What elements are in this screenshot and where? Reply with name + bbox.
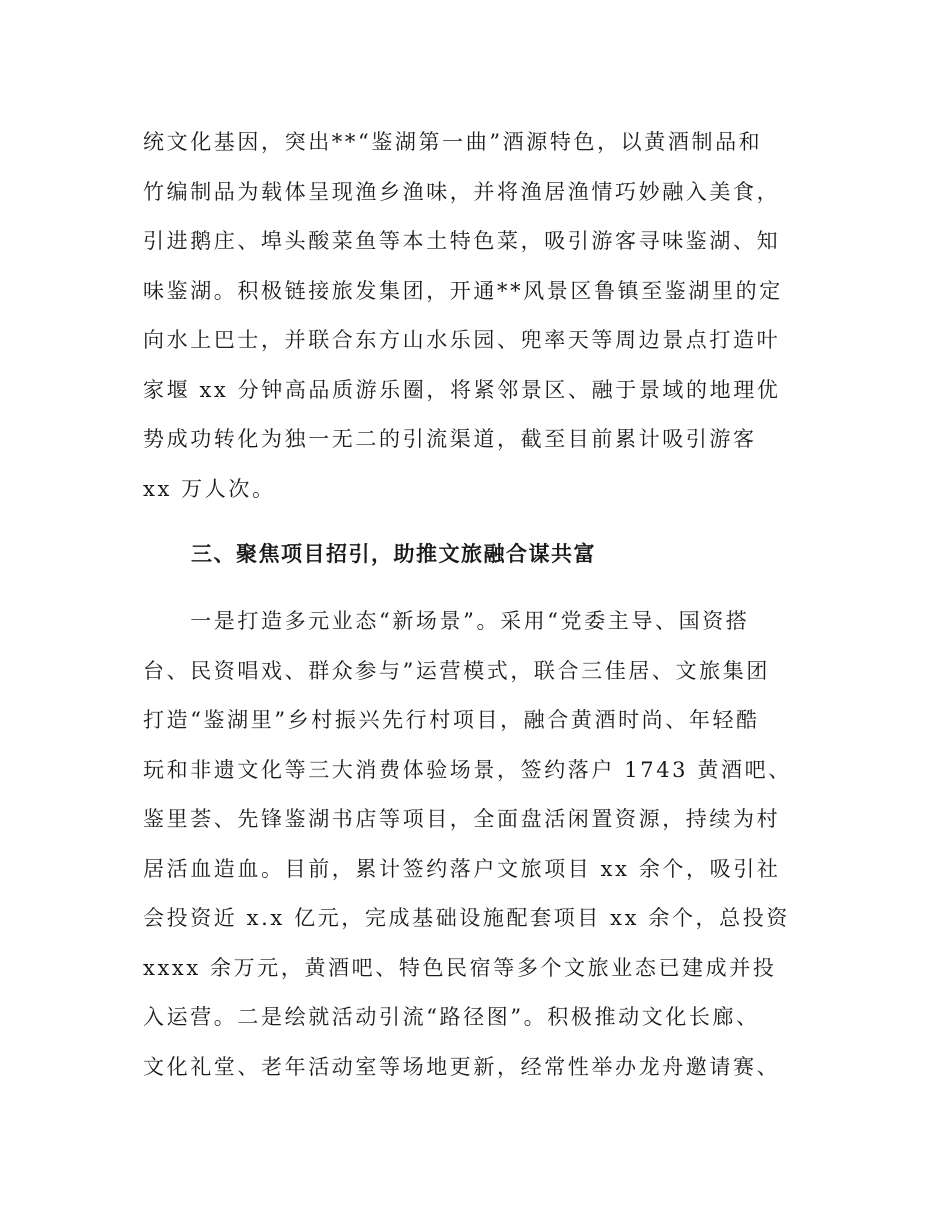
paragraph-2 (143, 597, 815, 1092)
paragraph-line: 入运营。二是绘就活动引流“路径图”。积极推动文化长廊、 (143, 1005, 760, 1029)
paragraph-line: 味鉴湖。积极链接旅发集团，开通**风景区鲁镇至鉴湖里的定 (143, 278, 783, 303)
paragraph-line: 势成功转化为独一无二的引流渠道，截至目前累计吸引游客 (143, 427, 757, 451)
section-heading: 三、聚焦项目招引，助推文旅融合谋共富 (191, 542, 596, 566)
paragraph-1 (143, 118, 815, 514)
paragraph-line: 引进鹅庄、埠头酸菜鱼等本土特色菜，吸引游客寻味鉴湖、知 (143, 229, 781, 253)
paragraph-line: 居活血造血。目前，累计签约落户文旅项目 xx 余个，吸引社 (143, 856, 781, 881)
paragraph-line: 打造“鉴湖里”乡村振兴先行村项目，融合黄酒时尚、年轻酷 (143, 708, 760, 732)
paragraph-line: 文化礼堂、老年活动室等场地更新，经常性举办龙舟邀请赛、 (143, 1054, 781, 1079)
paragraph-line: 玩和非遗文化等三大消费体验场景，签约落户 1743 黄酒吧、 (143, 757, 792, 782)
paragraph-line: 一是打造多元业态“新场景”。采用“党委主导、国资搭 (143, 609, 750, 633)
paragraph-line: 向水上巴士，并联合东方山水乐园、兜率天等周边景点打造叶 (143, 328, 781, 352)
paragraph-line: 竹编制品为载体呈现渔乡渔味，并将渔居渔情巧妙融入美食， (143, 179, 781, 204)
paragraph-line: 台、民资唱戏、群众参与”运营模式，联合三佳居、文旅集团 (143, 658, 770, 683)
paragraph-line: 会投资近 x.x 亿元，完成基础设施配套项目 xx 余个，总投资 (143, 906, 790, 930)
paragraph-line: xxxx 余万元，黄酒吧、特色民宿等多个文旅业态已建成并投 (143, 955, 777, 980)
paragraph-line: 鉴里荟、先锋鉴湖书店等项目，全面盘活闲置资源，持续为村 (143, 807, 781, 831)
paragraph-line: xx 万人次。 (143, 476, 276, 501)
paragraph-line: 家堰 xx 分钟高品质游乐圈，将紧邻景区、融于景域的地理优 (143, 377, 781, 402)
paragraph-line: 统文化基因，突出**“鉴湖第一曲”酒源特色，以黄酒制品和 (143, 130, 763, 154)
